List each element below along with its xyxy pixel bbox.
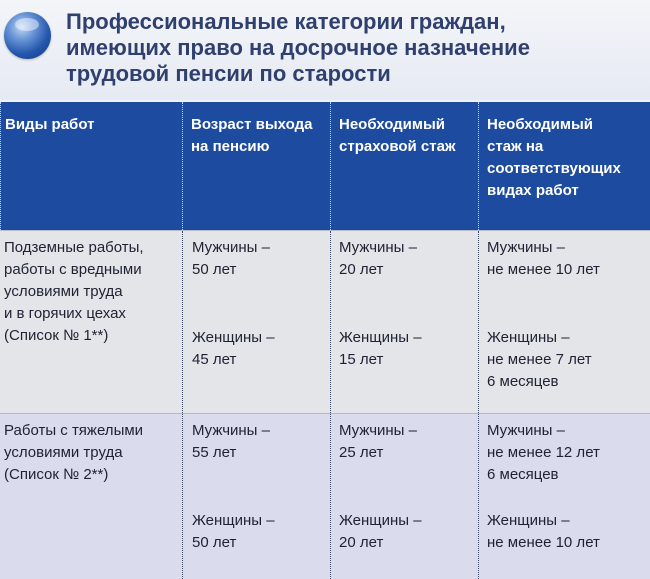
- men-value: [339, 237, 417, 281]
- work-type-text: Подземные работы,: [4, 239, 144, 256]
- cell-text: Женщины –: [339, 329, 422, 346]
- work-type-cell: [0, 231, 182, 413]
- insurance-experience-cell: [330, 231, 478, 413]
- cell-text: не менее 12 лет: [487, 444, 600, 461]
- cell-text: 6 месяцев: [487, 466, 559, 483]
- men-value: [192, 237, 270, 281]
- cell-text: Женщины –: [487, 329, 570, 346]
- header-text: на пенсию: [191, 138, 270, 155]
- cell-text: Мужчины –: [487, 422, 565, 439]
- women-value: [487, 327, 592, 393]
- cell-text: 50 лет: [192, 534, 237, 551]
- header-text: видах работ: [487, 182, 579, 199]
- retirement-age-cell: [182, 231, 330, 413]
- women-value: [192, 510, 275, 554]
- title-banner: [0, 0, 650, 100]
- men-value: [487, 237, 600, 281]
- women-value: [339, 510, 422, 554]
- cell-text: 20 лет: [339, 261, 384, 278]
- work-type-text: (Список № 2**): [4, 466, 109, 483]
- table-row: [0, 413, 650, 579]
- header-text: Виды работ: [5, 116, 95, 133]
- work-type-text: (Список № 1**): [4, 327, 109, 344]
- table-header-row: [0, 102, 650, 230]
- women-value: [487, 510, 600, 554]
- header-text: страховой стаж: [339, 138, 456, 155]
- header-text: Возраст выхода: [191, 116, 313, 133]
- title-line: имеющих право на досрочное назначение: [66, 35, 530, 60]
- women-value: [192, 327, 275, 371]
- cell-text: 55 лет: [192, 444, 237, 461]
- title-line: Профессиональные категории граждан,: [66, 9, 506, 34]
- title-line: трудовой пенсии по старости: [66, 61, 391, 86]
- cell-text: 45 лет: [192, 351, 237, 368]
- cell-text: не менее 10 лет: [487, 261, 600, 278]
- table-row: [0, 230, 650, 413]
- work-type-text: работы с вредными: [4, 261, 142, 278]
- cell-text: Женщины –: [192, 512, 275, 529]
- cell-text: не менее 10 лет: [487, 534, 600, 551]
- blue-orb-icon: [4, 12, 51, 59]
- work-type-text: и в горячих цехах: [4, 305, 126, 322]
- cell-text: 50 лет: [192, 261, 237, 278]
- retirement-age-cell: [182, 414, 330, 579]
- cell-text: 6 месяцев: [487, 373, 559, 390]
- special-experience-cell: [478, 231, 650, 413]
- page-title: [66, 9, 646, 87]
- cell-text: Мужчины –: [339, 239, 417, 256]
- header-text: стаж на: [487, 138, 544, 155]
- insurance-experience-cell: [330, 414, 478, 579]
- header-retirement-age: [182, 102, 330, 230]
- cell-text: Женщины –: [487, 512, 570, 529]
- header-insurance-experience: [330, 102, 478, 230]
- cell-text: Мужчины –: [192, 239, 270, 256]
- header-text: Необходимый: [487, 116, 594, 133]
- cell-text: 20 лет: [339, 534, 384, 551]
- work-type-text: условиями труда: [4, 444, 123, 461]
- header-work-type: [0, 102, 182, 230]
- cell-text: Мужчины –: [192, 422, 270, 439]
- cell-text: Женщины –: [339, 512, 422, 529]
- men-value: [192, 420, 270, 464]
- work-type-text: Работы с тяжелыми: [4, 422, 144, 439]
- pension-table: [0, 102, 650, 579]
- men-value: [487, 420, 600, 486]
- women-value: [339, 327, 422, 371]
- cell-text: 25 лет: [339, 444, 384, 461]
- cell-text: не менее 7 лет: [487, 351, 592, 368]
- cell-text: 15 лет: [339, 351, 384, 368]
- header-text: соответствующих: [487, 160, 621, 177]
- work-type-text: условиями труда: [4, 283, 123, 300]
- men-value: [339, 420, 417, 464]
- cell-text: Мужчины –: [339, 422, 417, 439]
- cell-text: Мужчины –: [487, 239, 565, 256]
- cell-text: Женщины –: [192, 329, 275, 346]
- work-type-cell: [0, 414, 182, 579]
- header-text: Необходимый: [339, 116, 446, 133]
- special-experience-cell: [478, 414, 650, 579]
- orb-highlight: [15, 18, 39, 31]
- header-special-experience: [478, 102, 650, 230]
